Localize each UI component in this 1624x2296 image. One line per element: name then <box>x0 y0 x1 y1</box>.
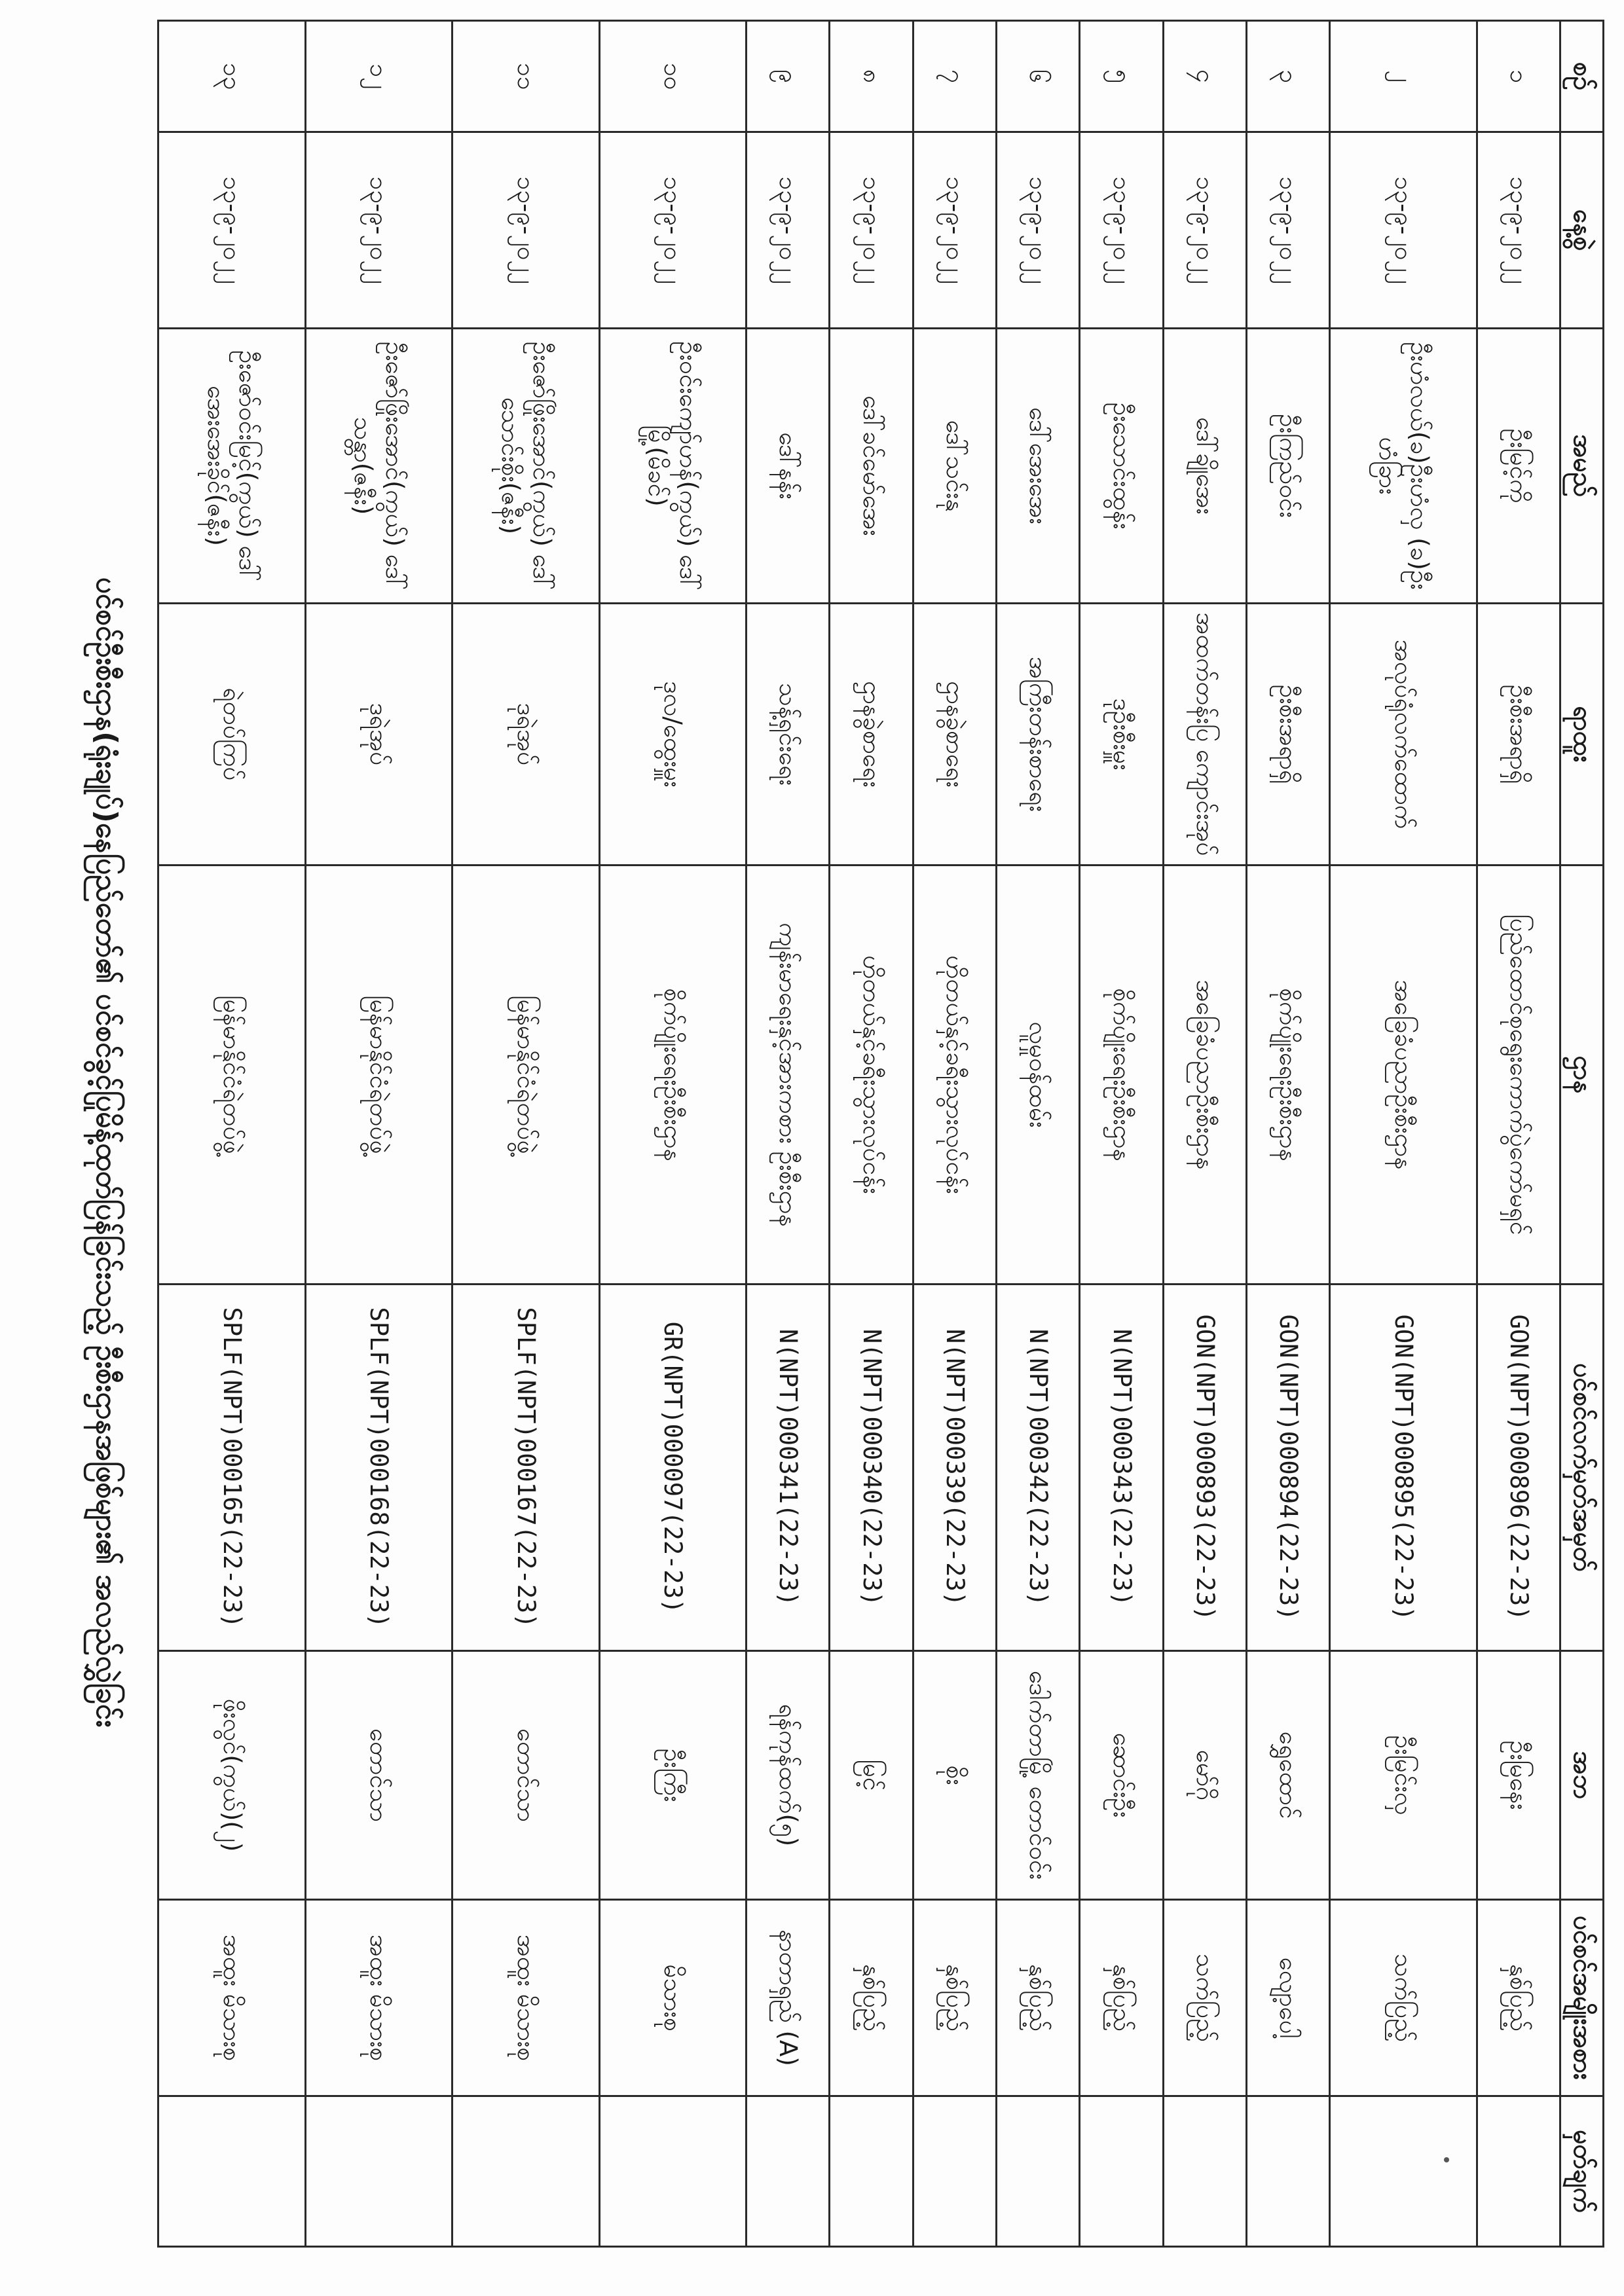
cell-remark <box>830 2096 913 2247</box>
cell-type: နှစ်ပြည့် <box>1477 1900 1560 2096</box>
cell-date: ၁၃-၉-၂၀၂၂ <box>1080 132 1163 329</box>
table-row <box>1163 21 1246 2247</box>
cell-name: ဦးဇော်ဖြိုးအောင်(ကွယ်) ဒေါ်သောင်းစိုး(ဇနီး) <box>452 329 599 604</box>
cell-date: ၁၃-၉-၂၀၂၂ <box>746 132 829 329</box>
cell-name: ဒေါ်သင်းနု <box>913 329 996 604</box>
cell-dept: အခြေခံပညာဦးစီးဌာန <box>1163 866 1246 1285</box>
cell-order: SPLF(NPT)000167(22-23) <box>452 1285 599 1651</box>
cell-date: ၁၃-၉-၂၀၂၂ <box>452 132 599 329</box>
cell-no: ၈ <box>830 21 913 132</box>
cell-date: ၁၃-၉-၂၀၂၂ <box>1330 132 1477 329</box>
cell-dept: ဟိုတယ်နှင့်ခရီးသွားလုပ်ငန်း <box>913 866 996 1285</box>
cell-type: သက်ပြည့် <box>1163 1900 1246 2096</box>
cell-name: ဦးမြင့်ကို <box>1477 329 1560 604</box>
cell-order: SPLF(NPT)000168(22-23) <box>305 1285 452 1651</box>
table-row <box>1247 21 1330 2247</box>
cell-order: GON(NPT)000894(22-23) <box>1247 1285 1330 1651</box>
cell-order: N(NPT)000343(22-23) <box>1080 1285 1163 1651</box>
cell-no: ၁ <box>1477 21 1560 132</box>
header-date: နေ့စွဲ <box>1560 132 1604 329</box>
document-title: ပင်စင်ဦးစီးဌာန(ရုံးချုပ်)နေပြည်တော်၏ ပင်စင်ခွင့်ပြုမိန့်ထုတ်ပြန်ခြင်းသည့် ဦးစီးဌာနအဖြစ်များ၏ အလည်လွှဲခြင်း <box>90 577 123 1728</box>
cell-rank: ဒုဦးစီးမှူး <box>1080 604 1163 866</box>
cell-type: နှစ်ပြည့် <box>830 1900 913 2096</box>
header-type: ပင်စင်အမျိုးအစား <box>1560 1900 1604 2096</box>
cell-no: ၃ <box>1247 21 1330 132</box>
cell-order: GR(NPT)000097(22-23) <box>599 1285 746 1651</box>
cell-no: ၂ <box>1330 21 1477 132</box>
cell-no: ၄ <box>1163 21 1246 132</box>
cell-father: ဦးမြင်းလှ <box>1330 1651 1477 1900</box>
cell-remark <box>913 2096 996 2247</box>
cell-no: ၅ <box>1080 21 1163 132</box>
cell-dept: စိုက်ပျိုးရေးဦးစီးဌာန <box>1080 866 1163 1285</box>
cell-remark <box>1080 2096 1163 2247</box>
cell-rank: အထက်တန်းပြ ကျောင်းအုပ် <box>1163 604 1246 866</box>
cell-order: SPLF(NPT)000165(22-23) <box>158 1285 306 1651</box>
cell-rank: ဌာနခွဲစာရေး <box>913 604 996 866</box>
cell-date: ၁၃-၉-၂၀၂၂ <box>305 132 452 329</box>
scan-speck <box>1444 2157 1449 2162</box>
cell-type: နှစ်ပြည့် <box>1080 1900 1163 2096</box>
pension-register-table <box>157 20 1604 2248</box>
cell-name: ဦးဝင်းကျော်ဟန်(ကွယ်) ဒေါ်မြို့(မိခင်) <box>599 329 746 604</box>
header-no: စဉ် <box>1560 21 1604 132</box>
cell-no: ၁၃ <box>158 21 306 132</box>
cell-name: ဦးကြည်ဝင်း <box>1247 329 1330 604</box>
cell-rank: ရဲတပ်ကြပ် <box>158 604 306 866</box>
table-row <box>746 21 829 2247</box>
cell-father: တောင်သာ <box>452 1651 599 1900</box>
cell-rank: သန့်ရှင်းရေး <box>746 604 829 866</box>
cell-remark <box>997 2096 1080 2247</box>
table-header-row <box>1560 21 1604 2247</box>
cell-order: GON(NPT)000896(22-23) <box>1477 1285 1560 1651</box>
cell-type: လျော့ပေါ့ <box>1247 1900 1330 2096</box>
cell-father: ရွှေထောင် <box>1247 1651 1330 1900</box>
table-row <box>305 21 452 2247</box>
header-remark: မှတ်ချက် <box>1560 2096 1604 2247</box>
cell-remark <box>158 2096 306 2247</box>
cell-father: မြင့် <box>830 1651 913 1900</box>
cell-date: ၁၃-၉-၂၀၂၂ <box>158 132 306 329</box>
cell-no: ၇ <box>913 21 996 132</box>
header-order: ပင်စင်လက်မှတ်အမှတ် <box>1560 1285 1604 1651</box>
cell-remark <box>1330 2096 1477 2247</box>
cell-type: နှစ်ပြည့် <box>997 1900 1080 2096</box>
cell-dept: လူမှုဝန်ထမ်း <box>997 866 1080 1285</box>
cell-rank: အကြီးတန်းစာရေး <box>997 604 1080 866</box>
cell-date: ၁၃-၉-၂၀၂၂ <box>913 132 996 329</box>
cell-name: ဦးဟံလယ်(ခ)ဦးဟံလှ (ခ)ဦးဟံခြား <box>1330 329 1477 604</box>
cell-date: ၁၃-၉-၂၀၂၂ <box>1163 132 1246 329</box>
header-father: အဘ <box>1560 1651 1604 1900</box>
cell-name: ဒေါ်ခင်မော်အေး <box>830 329 913 604</box>
cell-dept: မြန်မာနိုင်ငံရဲတပ်ဖွဲ့ <box>452 866 599 1285</box>
cell-remark <box>305 2096 452 2247</box>
cell-father: ဒေါက်တာမြို့ တောင်ဝင်း <box>997 1651 1080 1900</box>
cell-name: ဒေါ်အေးအေး <box>997 329 1080 604</box>
table-row <box>997 21 1080 2247</box>
cell-dept: အခြေခံပညာဦးစီးဌာန <box>1330 866 1477 1285</box>
cell-father: ဦးကြီး <box>599 1651 746 1900</box>
header-name: အမည် <box>1560 329 1604 604</box>
cell-no: ၁၁ <box>452 21 599 132</box>
cell-type: မိသားစု <box>599 1900 746 2096</box>
cell-rank: အလုပ်ရုံလက်ထောက် <box>1330 604 1477 866</box>
cell-remark <box>746 2096 829 2247</box>
table-row <box>913 21 996 2247</box>
cell-order: GON(NPT)000895(22-23) <box>1330 1285 1477 1651</box>
table-row <box>1477 21 1560 2247</box>
cell-date: ၁၃-၉-၂၀၂၂ <box>599 132 746 329</box>
cell-rank: ဦးစီးအရာရှိ <box>1477 604 1560 866</box>
cell-order: N(NPT)000341(22-23) <box>746 1285 829 1651</box>
cell-rank: ဦးစီးအရာရှိ <box>1247 604 1330 866</box>
header-rank: ရာထူး <box>1560 604 1604 866</box>
cell-type: နာတာရှည် (A) <box>746 1900 829 2096</box>
cell-dept: စိုက်ပျိုးရေးဦးစီးဌာန <box>1247 866 1330 1285</box>
table-row <box>158 21 306 2247</box>
cell-name: ဒေါ်နန်း <box>746 329 829 604</box>
cell-father: ဖိုးလွင်(ကွယ်)(၂) <box>158 1651 306 1900</box>
table-row <box>452 21 599 2247</box>
cell-remark <box>452 2096 599 2247</box>
cell-dept: စိုက်ပျိုးရေးဦးစီးဌာန <box>599 866 746 1285</box>
table-row <box>830 21 913 2247</box>
cell-date: ၁၃-၉-၂၀၂၂ <box>997 132 1080 329</box>
cell-date: ၁၃-၉-၂၀၂၂ <box>830 132 913 329</box>
cell-order: GON(NPT)000893(22-23) <box>1163 1285 1246 1651</box>
cell-dept: မြန်မာနိုင်ငံရဲတပ်ဖွဲ့ <box>158 866 306 1285</box>
cell-type: နှစ်ပြည့် <box>913 1900 996 2096</box>
cell-type: အထူး မိသားစု <box>305 1900 452 2096</box>
cell-remark <box>599 2096 746 2247</box>
table-row <box>1080 21 1163 2247</box>
header-dept: ဌာန <box>1560 866 1604 1285</box>
cell-date: ၁၃-၉-၂၀၂၂ <box>1477 132 1560 329</box>
cell-order: N(NPT)000340(22-23) <box>830 1285 913 1651</box>
cell-no: ၁၀ <box>599 21 746 132</box>
cell-order: N(NPT)000339(22-23) <box>913 1285 996 1651</box>
cell-dept: ဟိုတယ်နှင့်ခရီးသွားလုပ်ငန်း <box>830 866 913 1285</box>
cell-dept: မြန်မာနိုင်ငံရဲတပ်ဖွဲ့ <box>305 866 452 1285</box>
cell-dept: ပြည်ထောင်စုရွေးကောက်ပွဲကော်မရှင် <box>1477 866 1560 1285</box>
cell-father: ဦးမြနေး <box>1477 1651 1560 1900</box>
cell-father: မော်ဂို <box>1163 1651 1246 1900</box>
table-row <box>599 21 746 2247</box>
table-row <box>1330 21 1477 2247</box>
cell-rank: ဒုလ/ထွေးမှူး <box>599 604 746 866</box>
cell-dept: ကျန်းမာရေးနှင့်အားကစား ဦးစီးဌာန <box>746 866 829 1285</box>
cell-name: ဦးဇော်ဖြိုးအောင်(ကွယ်) ဒေါ်သန္တာ(ဇနီး) <box>305 329 452 604</box>
cell-type: အထူး မိသားစု <box>452 1900 599 2096</box>
cell-type: အထူး မိသားစု <box>158 1900 306 2096</box>
cell-name: ဦးဇော်ဝင်းမြင့်(ကွယ်) ဒေါ်အေးအေးခိုင်(ဇနီး) <box>158 329 306 604</box>
cell-remark <box>1477 2096 1560 2247</box>
cell-rank: ဌာနခွဲစာရေး <box>830 604 913 866</box>
cell-father: စိုး <box>913 1651 996 1900</box>
cell-type: သက်ပြည့် <box>1330 1900 1477 2096</box>
cell-no: ၁၂ <box>305 21 452 132</box>
cell-no: ၉ <box>746 21 829 132</box>
cell-date: ၁၃-၉-၂၀၂၂ <box>1247 132 1330 329</box>
cell-rank: ဒုရဲအုပ် <box>452 604 599 866</box>
cell-father: တောင်သာ <box>305 1651 452 1900</box>
cell-remark <box>1163 2096 1246 2247</box>
cell-name: ဒေါ်ချိုအေး <box>1163 329 1246 604</box>
cell-father: ရန်ကုန်ထက်(၅) <box>746 1651 829 1900</box>
cell-name: ဦးသောင်းထွန်း <box>1080 329 1163 604</box>
cell-remark <box>1247 2096 1330 2247</box>
cell-father: ဆောင်းဦး <box>1080 1651 1163 1900</box>
cell-rank: ဒုရဲအုပ် <box>305 604 452 866</box>
cell-no: ၆ <box>997 21 1080 132</box>
cell-order: N(NPT)000342(22-23) <box>997 1285 1080 1651</box>
